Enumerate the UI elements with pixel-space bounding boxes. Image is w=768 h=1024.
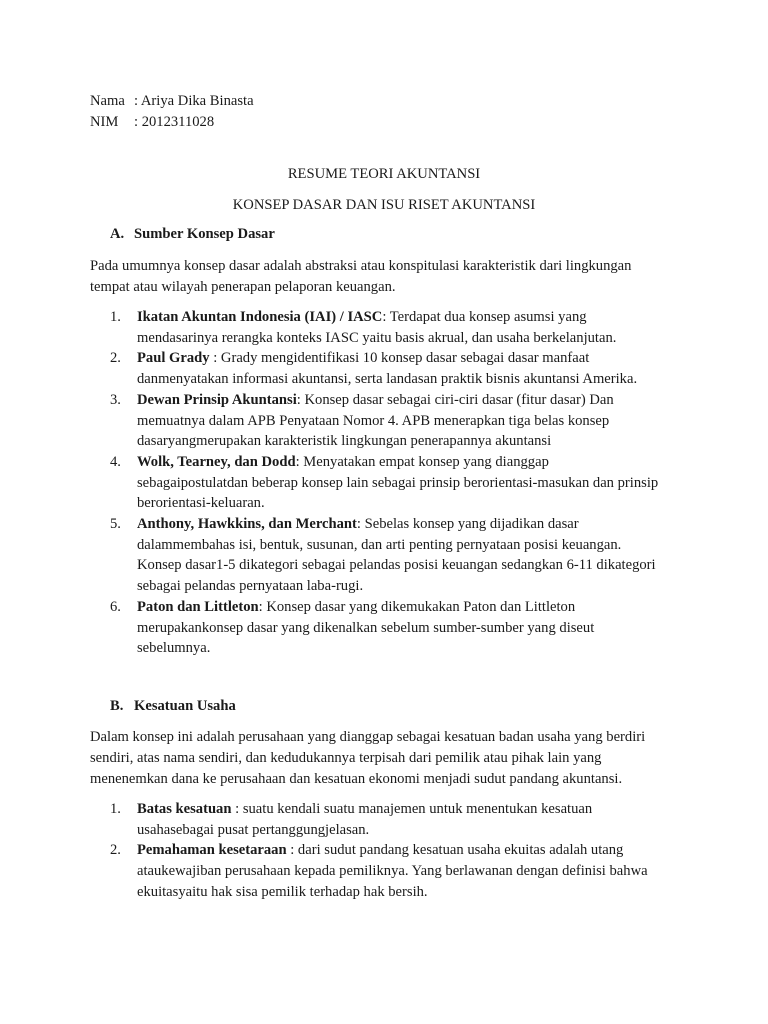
list-line: ekuitasyaitu hak sisa pemilik terhadap hak bersih. (137, 883, 428, 900)
list-term: Paul Grady (137, 350, 210, 367)
list-line (137, 452, 690, 473)
list-line: memuatnya dalam APB Penyataan Nomor 4. APB menerapkan tiga belas konsep (137, 412, 610, 429)
section-b-heading (110, 698, 236, 715)
student-info (90, 91, 254, 133)
list-line: sebelumnya. (137, 640, 211, 657)
list-line (137, 840, 690, 861)
list-item (110, 307, 690, 348)
list-number: 5. (110, 516, 121, 533)
list-number: 1. (110, 309, 121, 325)
list-item (110, 348, 690, 389)
list-line: danmenyatakan informasi akuntansi, serta landasan praktik bisnis akuntansi Amerika. (137, 371, 638, 388)
list-term: Anthony, Hawkkins, dan Merchant (137, 516, 357, 533)
section-b-letter: B. (110, 698, 124, 714)
list-item (110, 452, 690, 514)
section-a-title: Sumber Konsep Dasar (134, 226, 275, 242)
list-line: usahasebagai pusat pertanggungjelasan. (137, 821, 370, 838)
list-line (137, 348, 690, 369)
section-b-intro-line: sendiri, atas nama sendiri, dan kedudukannya terpisah dari pemilik atau pihak lain yang (90, 750, 602, 766)
list-line (137, 390, 690, 411)
name-label: Nama (90, 93, 125, 109)
list-number: 4. (110, 453, 121, 470)
section-b-title: Kesatuan Usaha (134, 698, 236, 714)
list-term: Pemahaman kesetaraan (137, 842, 287, 859)
list-number: 2. (110, 350, 121, 367)
list-term: Batas kesatuan (137, 801, 232, 817)
list-line: merupakankonsep dasar yang dikenalkan sebelum sumber-sumber yang diseut (137, 619, 595, 636)
list-line: mendasarinya rerangka konteks IASC yaitu basis akrual, dan usaha berkelanjutan. (137, 329, 617, 346)
list-item (110, 390, 690, 452)
section-a-letter: A. (110, 226, 125, 242)
section-b-intro-line: Dalam konsep ini adalah perusahaan yang dianggap sebagai kesatuan badan usaha yang berdiri (90, 729, 646, 745)
list-line: sebagaipostulatdan beberap konsep lain sebagai prinsip berorientasi-masukan dan prinsip (137, 474, 659, 491)
section-a-heading (110, 226, 275, 243)
section-b-intro (90, 727, 690, 790)
section-a-intro-line: tempat atau wilayah penerapan pelaporan keuangan. (90, 279, 396, 295)
list-item (110, 514, 690, 597)
list-number: 3. (110, 391, 121, 408)
list-line (137, 514, 690, 535)
list-line: Konsep dasar1-5 dikategori sebagai pelandas posisi keuangan sedangkan 6-11 dikategori (137, 557, 656, 574)
list-item (110, 597, 690, 659)
list-number: 1. (110, 801, 121, 817)
list-term: Dewan Prinsip Akuntansi (137, 391, 297, 408)
section-a-intro-line: Pada umumnya konsep dasar adalah abstraksi atau konspitulasi karakteristik dari lingkungan (90, 258, 632, 274)
list-term: Wolk, Tearney, dan Dodd (137, 453, 296, 470)
list-line (137, 799, 690, 820)
list-text: : suatu kendali suatu manajemen untuk menentukan kesatuan (231, 801, 593, 817)
list-item (110, 840, 690, 902)
name-row (90, 91, 254, 112)
list-item (110, 799, 690, 840)
list-number: 2. (110, 842, 121, 859)
list-text: : Konsep dasar yang dikemukakan Paton dan Littleton (258, 598, 576, 615)
nim-row (90, 112, 254, 133)
list-text: : Sebelas konsep yang dijadikan dasar (356, 516, 579, 533)
name-value: : Ariya Dika Binasta (134, 93, 254, 109)
document-subtitle: KONSEP DASAR DAN ISU RISET AKUNTANSI (232, 197, 536, 213)
list-text: : Terdapat dua konsep asumsi yang (382, 309, 587, 325)
section-a-list (110, 307, 690, 659)
list-line: dalammembahas isi, bentuk, susunan, dan arti penting pernyataan posisi keuangan. (137, 536, 622, 553)
list-text: : Grady mengidentifikasi 10 konsep dasar sebagai dasar manfaat (209, 350, 590, 367)
list-number: 6. (110, 598, 121, 615)
list-text: : Menyatakan empat konsep yang dianggap (295, 453, 549, 470)
list-text: : Konsep dasar sebagai ciri-ciri dasar (fitur dasar) Dan (296, 391, 614, 408)
nim-value: : 2012311028 (134, 114, 215, 130)
section-a-intro (90, 256, 690, 298)
document-title: RESUME TEORI AKUNTANSI (287, 166, 481, 182)
list-line (137, 597, 690, 618)
list-line: berorientasi-keluaran. (137, 495, 265, 512)
list-line (137, 307, 690, 328)
section-b-intro-line: menenemkan dana ke perusahaan dan kesatuan ekonomi menjadi sudut pandang akuntansi. (90, 771, 623, 787)
list-text: : dari sudut pandang kesatuan usaha ekuitas adalah utang (286, 842, 624, 859)
list-line: dasaryangmerupakan karakteristik lingkungan penerapannya akuntansi (137, 433, 552, 450)
list-line: ataukewajiban perusahaan kepada pemiliknya. Yang berlawanan dengan definisi bahwa (137, 863, 648, 880)
nim-label: NIM (90, 114, 119, 130)
list-line: sebagai pelandas pernyataan laba-rugi. (137, 578, 364, 595)
list-term: Ikatan Akuntan Indonesia (IAI) / IASC (137, 309, 383, 325)
list-term: Paton dan Littleton (137, 598, 259, 615)
section-b-list (110, 799, 690, 903)
